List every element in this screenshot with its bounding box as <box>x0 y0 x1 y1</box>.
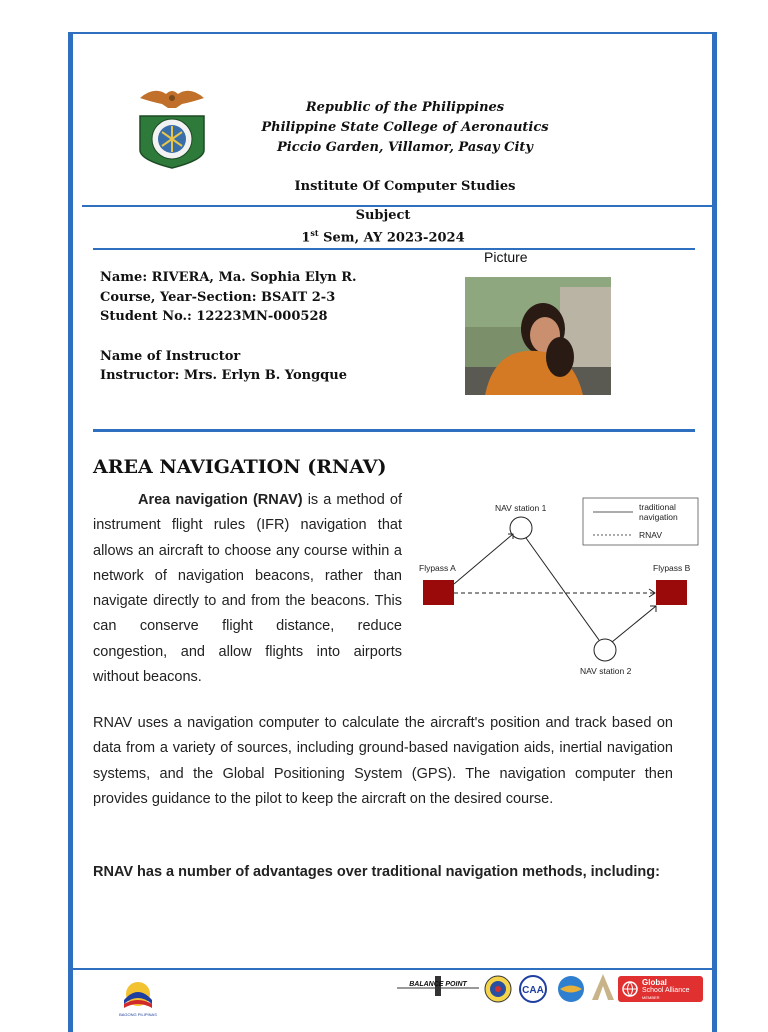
student-name: Name: RIVERA, Ma. Sophia Elyn R. <box>100 270 357 285</box>
seal-logo-1 <box>484 975 512 1003</box>
globe-icon <box>622 981 638 997</box>
svg-text:BALANCE POINT: BALANCE POINT <box>409 981 467 988</box>
divider-section <box>93 429 695 432</box>
trad-path-1 <box>454 534 513 584</box>
legend-rnav: RNAV <box>639 530 662 540</box>
student-course: Course, Year-Section: BSAIT 2-3 <box>100 290 336 305</box>
nav-station-2-label: NAV station 2 <box>580 666 632 676</box>
nav-station-2 <box>594 639 616 661</box>
college-name: Philippine State College of Aeronautics <box>261 120 549 135</box>
svg-text:BAGONG PILIPINAS: BAGONG PILIPINAS <box>119 1012 157 1017</box>
semester-label: 1st Sem, AY 2023-2024 <box>301 228 465 246</box>
balance-point-logo <box>395 972 481 1002</box>
picture-label: Picture <box>484 249 528 265</box>
nav-station-1-label: NAV station 1 <box>495 503 547 513</box>
legend-traditional-2: navigation <box>639 512 678 522</box>
caa-logo <box>514 974 552 1004</box>
paragraph-1: Area navigation (RNAV) is a method of instrument flight rules (IFR) navigation that allows an aircraft to choose any course within a network of navigation beacons, rather than navigate directly to and from the beacons. This can conserve flight distance, reduce congestion, and allow flights into airports without beacons. <box>93 492 402 686</box>
institute-name: Institute Of Computer Studies <box>294 179 516 194</box>
flypass-b-label: Flypass B <box>653 563 691 573</box>
legend-traditional-1: traditional <box>639 502 676 512</box>
divider-top <box>82 205 712 207</box>
flypass-b <box>656 580 687 605</box>
college-address: Piccio Garden, Villamor, Pasay City <box>277 140 533 155</box>
wings-logo <box>590 972 616 1002</box>
trad-path-3 <box>612 606 656 642</box>
instructor-name: Instructor: Mrs. Erlyn B. Yongque <box>100 368 347 383</box>
trad-path-2 <box>526 538 599 640</box>
college-seal-logo <box>132 84 212 170</box>
republic-text: Republic of the Philippines <box>305 100 505 115</box>
subject-label: Subject <box>355 208 411 223</box>
student-number: Student No.: 12223MN-000528 <box>100 309 328 324</box>
paragraph-3: RNAV has a number of advantages over traditional navigation methods, including: <box>93 864 660 880</box>
footer-divider <box>73 968 712 970</box>
flypass-a-label: Flypass A <box>419 563 456 573</box>
rnav-diagram <box>413 494 703 680</box>
divider-subject <box>93 248 695 250</box>
globe-logo <box>556 974 586 1004</box>
student-photo <box>465 277 611 395</box>
paragraph-2: RNAV uses a navigation computer to calculate the aircraft's position and track based on data from a variety of sources, including ground-based navigation aids, inertial navigation systems, and the Global Positioning System (GPS). The navigation computer then provides guidance to the pilot to keep the aircraft on the desired course. <box>93 715 673 807</box>
global-school-alliance-logo: Global School Alliance MEMBER <box>618 976 703 1002</box>
bagong-pilipinas-logo <box>118 978 158 1018</box>
svg-text:CAA: CAA <box>522 985 544 996</box>
flypass-a <box>423 580 454 605</box>
section-title: AREA NAVIGATION (RNAV) <box>93 456 387 478</box>
instructor-heading: Name of Instructor <box>100 349 241 364</box>
